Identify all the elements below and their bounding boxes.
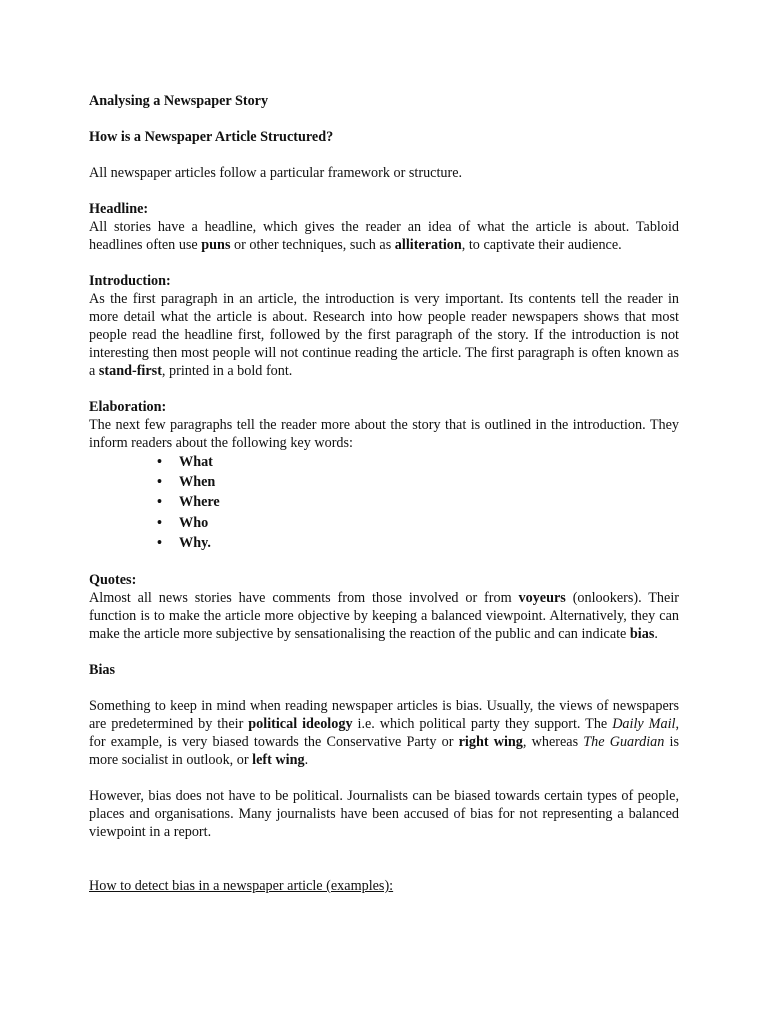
bias-text-part: i.e. which political party they support. The xyxy=(352,716,613,733)
bias-italic-daily-mail: Daily Mail xyxy=(612,716,676,733)
bias-bold-right-wing: right wing xyxy=(458,734,523,751)
quotes-text-part: . xyxy=(654,626,658,643)
keyword-list xyxy=(89,452,679,553)
document-page xyxy=(89,92,679,895)
bias-bold-left-wing: left wing xyxy=(252,752,305,769)
elaboration-text: The next few paragraphs tell the reader more about the story that is outlined in the introduction. They inform readers about the following key words: xyxy=(89,417,679,451)
bias-paragraph-1 xyxy=(89,697,679,769)
bias-italic-the-guardian: The Guardian xyxy=(583,734,665,751)
headline-bold-alliteration: alliteration xyxy=(394,237,462,253)
quotes-text-part: Almost all news stories have comments from those involved or from xyxy=(89,590,519,607)
bias-text-part: Something to keep in mind when reading newspaper articles is bias. Usually, the views of newspapers are predetermined by their xyxy=(89,698,679,733)
quotes-text-part: (onlookers). Their function is to make the article more objective by keeping a balanced viewpoint. Alternatively, they can make the article more subjective by sensationalising the reaction of the public and can indicate xyxy=(89,590,679,643)
keyword-label: What xyxy=(179,454,213,470)
headline-text-part: All stories have a headline, which gives the reader an idea of what the article is about. Tabloid headlines often use xyxy=(89,219,679,253)
bias-text-2: However, bias does not have to be political. Journalists can be biased towards certain types of people, places and organisations. Many journalists have been accused of bias for not representing a balanced viewpoint in a report. xyxy=(89,788,679,841)
list-item xyxy=(157,492,679,512)
introduction-text-part: As the first paragraph in an article, the introduction is very important. Its contents tell the reader in more detail what the article is about. Research into how people reader newspapers shows that most people read the headline first, followed by the first paragraph of the story. If the introduction is not interesting then most people will not continue reading the article. The first paragraph is often known as a xyxy=(89,291,679,379)
document-subtitle: How is a Newspaper Article Structured? xyxy=(89,129,334,145)
headline-text-part: , to captivate their audience. xyxy=(461,237,622,253)
headline-text xyxy=(89,218,679,254)
introduction-heading: Introduction: xyxy=(89,273,171,289)
list-item xyxy=(157,452,679,472)
quotes-section xyxy=(89,571,679,643)
list-item xyxy=(157,513,679,533)
introduction-text-part: , printed in a bold font. xyxy=(161,363,293,379)
bias-heading: Bias xyxy=(89,662,116,679)
spacer xyxy=(89,841,679,877)
keyword-label: Where xyxy=(179,494,220,511)
bias-text-part: is more socialist in outlook, or xyxy=(89,734,680,769)
keyword-label: When xyxy=(179,474,216,491)
bullet-icon: • xyxy=(157,474,162,491)
bullet-icon: • xyxy=(157,514,162,531)
bias-text-part: , for example, is very biased towards the Conservative Party or xyxy=(89,716,680,751)
headline-text-part: or other techniques, such as xyxy=(230,237,395,253)
headline-bold-puns: puns xyxy=(201,237,231,253)
bias-bold-political-ideology: political ideology xyxy=(248,716,353,733)
bullet-icon: • xyxy=(157,534,162,551)
document-title: Analysing a Newspaper Story xyxy=(89,93,269,109)
bias-text-part: . xyxy=(304,752,309,769)
quotes-bold-bias: bias xyxy=(629,626,655,643)
quotes-heading: Quotes: xyxy=(89,572,137,589)
intro-paragraph xyxy=(89,164,679,182)
bias-text-part: , whereas xyxy=(522,734,584,751)
bullet-icon: • xyxy=(157,494,162,511)
headline-section xyxy=(89,200,679,254)
detect-bias-heading: How to detect bias in a newspaper article (examples): xyxy=(89,878,394,895)
intro-text: All newspaper articles follow a particular framework or structure. xyxy=(89,165,463,181)
bias-paragraph-2 xyxy=(89,787,679,841)
list-item xyxy=(157,472,679,492)
quotes-bold-voyeurs: voyeurs xyxy=(518,590,566,607)
bullet-icon: • xyxy=(157,454,162,470)
introduction-bold-stand-first: stand-first xyxy=(98,363,162,379)
quotes-text xyxy=(89,589,679,643)
introduction-section xyxy=(89,272,679,380)
bias-text-1 xyxy=(89,697,679,769)
elaboration-heading: Elaboration: xyxy=(89,399,167,415)
keyword-label: Who xyxy=(179,514,209,531)
elaboration-section xyxy=(89,398,679,553)
introduction-text xyxy=(89,290,679,380)
list-item xyxy=(157,533,679,553)
headline-heading: Headline: xyxy=(89,201,149,217)
keyword-label: Why. xyxy=(179,534,211,551)
